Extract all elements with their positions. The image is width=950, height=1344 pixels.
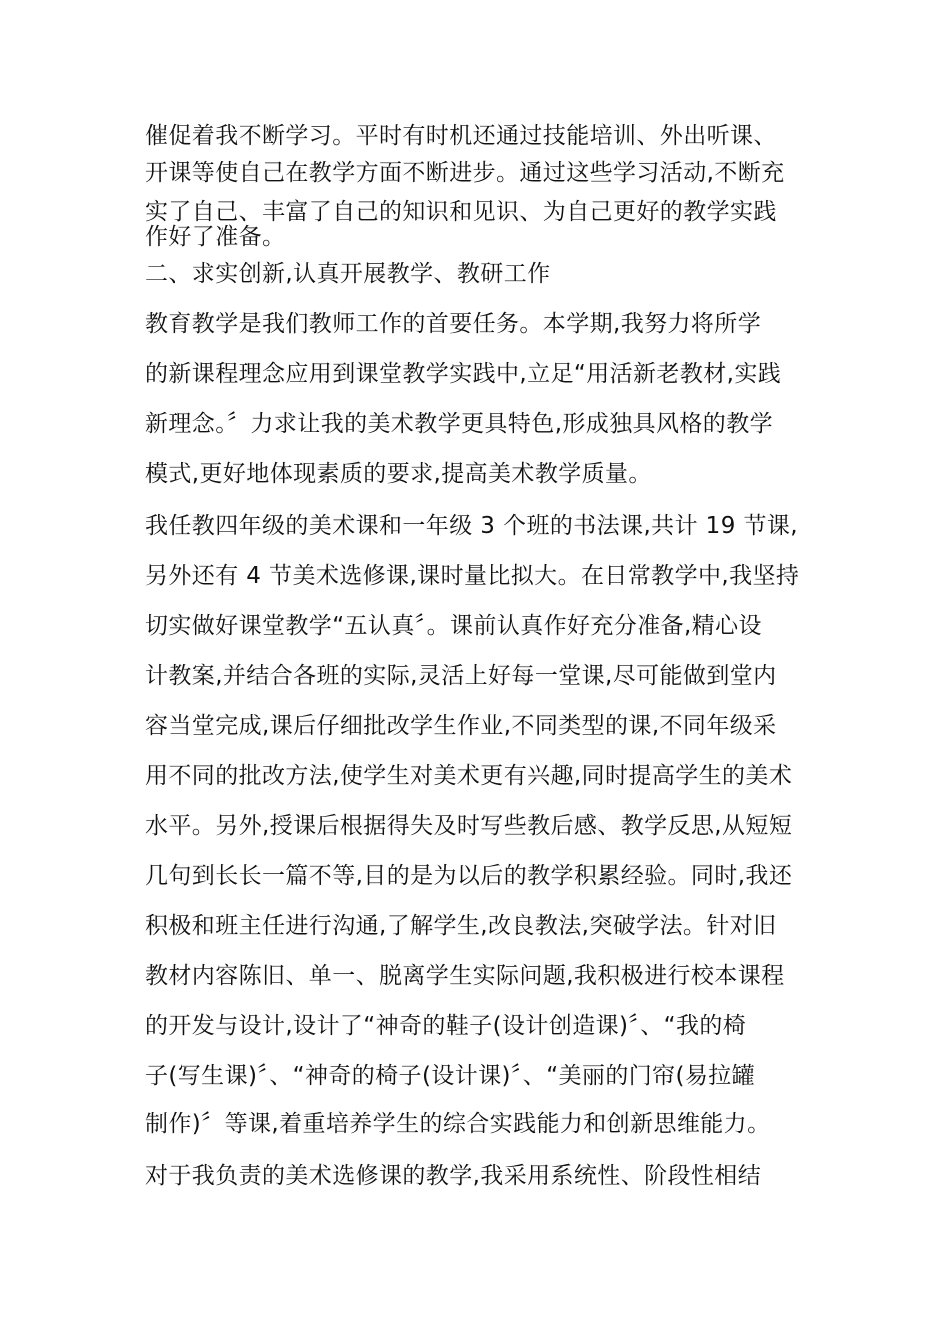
- text-line: 积极和班主任进行沟通,了解学生,改良教法,突破学法。针对旧: [145, 913, 777, 939]
- text-line: 另外还有 4 节美术选修课,课时量比拟大。在日常教学中,我坚持: [145, 563, 800, 589]
- text-line: 新理念。〞力求让我的美术教学更具特色,形成独具风格的教学: [145, 411, 774, 437]
- text-line: 开课等使自己在教学方面不断进步。通过这些学习活动,不断充: [145, 160, 785, 186]
- text-line: 催促着我不断学习。平时有时机还通过技能培训、外出听课、: [145, 123, 777, 149]
- text-line: 的开发与设计,设计了“神奇的鞋子(设计创造课)〞、“我的椅: [145, 1013, 747, 1039]
- text-line: 计教案,并结合各班的实际,灵活上好每一堂课,尽可能做到堂内: [145, 663, 777, 689]
- text-line: 几句到长长一篇不等,目的是为以后的教学积累经验。同时,我还: [145, 863, 793, 889]
- text-line: 水平。另外,授课后根据得失及时写些教后感、教学反思,从短短: [145, 813, 793, 839]
- text-line: 模式,更好地体现素质的要求,提高美术教学质量。: [145, 461, 652, 487]
- text-line: 子(写生课)〞、“神奇的椅子(设计课)〞、“美丽的门帘(易拉罐: [145, 1063, 756, 1089]
- text-line: 教材内容陈旧、单一、脱离学生实际问题,我积极进行校本课程: [145, 963, 785, 989]
- text-line: 用不同的批改方法,使学生对美术更有兴趣,同时提高学生的美术: [145, 763, 793, 789]
- text-line: 实了自己、丰富了自己的知识和见识、为自己更好的教学实践: [145, 199, 777, 225]
- text-line: 教育教学是我们教师工作的首要任务。本学期,我努力将所学: [145, 311, 762, 337]
- text-line: 的新课程理念应用到课堂教学实践中,立足“用活新老教材,实践: [145, 361, 782, 387]
- text-line: 容当堂完成,课后仔细批改学生作业,不同类型的课,不同年级采: [145, 713, 777, 739]
- text-line: 制作)〞等课,着重培养学生的综合实践能力和创新思维能力。: [145, 1111, 771, 1137]
- text-line: 我任教四年级的美术课和一年级 3 个班的书法课,共计 19 节课,: [145, 513, 798, 539]
- section-heading: 二、求实创新,认真开展教学、教研工作: [145, 261, 551, 287]
- text-line: 切实做好课堂教学“五认真〞。课前认真作好充分准备,精心设: [145, 613, 762, 639]
- text-line: 对于我负责的美术选修课的教学,我采用系统性、阶段性相结: [145, 1163, 762, 1189]
- text-line: 作好了准备。: [145, 224, 286, 250]
